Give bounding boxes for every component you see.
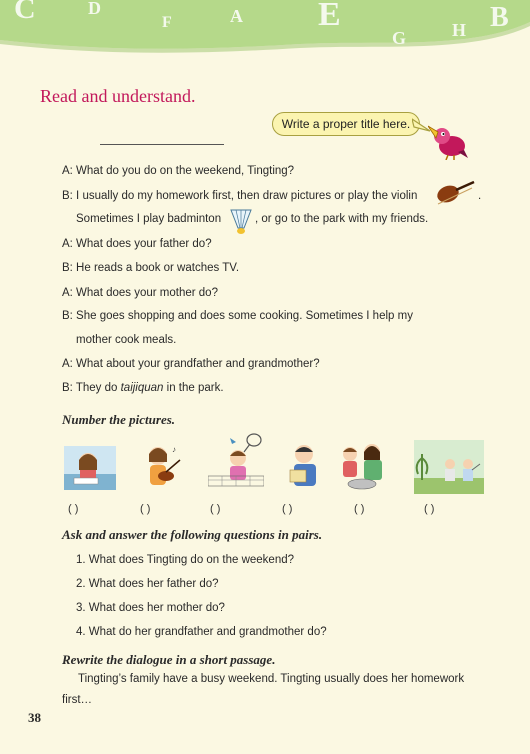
svg-text:♪: ♪ [172, 445, 176, 454]
girl-playing-badminton-picture [208, 432, 264, 494]
number-pictures-heading: Number the pictures. [62, 412, 176, 427]
answer-blank[interactable]: ( ) [354, 503, 365, 515]
dialogue-italic-term: taijiquan [120, 382, 164, 394]
dialogue-line: A: What do you do on the weekend, Tingting? [62, 165, 295, 177]
question-item: 3. What does her mother do? [76, 602, 225, 614]
dialogue-line: B: He reads a book or watches TV. [62, 262, 240, 274]
dialogue-line: A: What about your grandfather and grandmother? [62, 358, 320, 370]
ask-answer-heading: Ask and answer the following questions in pairs. [62, 527, 323, 542]
rewrite-heading: Rewrite the dialogue in a short passage. [62, 652, 276, 667]
question-item: 4. What do her grandfather and grandmother do? [76, 626, 327, 638]
passage-line: Tingting’s family have a busy weekend. Tingting usually does her homework [78, 673, 465, 685]
header-letter: H [452, 20, 467, 40]
passage-line: first… [62, 694, 93, 706]
girl-doing-homework-picture [64, 440, 116, 494]
dialogue-line: . [478, 190, 482, 202]
question-item: 2. What does her father do? [76, 578, 219, 590]
dialogue-line: A: What does your mother do? [62, 287, 218, 299]
girl-playing-violin-picture [140, 440, 182, 494]
dialogue-line: B: She goes shopping and does some cooking. Sometimes I help my [62, 310, 413, 322]
dialogue-line: Sometimes I play badminton [76, 213, 222, 225]
answer-blank[interactable]: ( ) [140, 503, 151, 515]
header-letter: C [14, 0, 36, 25]
mother-and-girl-cooking-picture [336, 440, 388, 494]
page-number: 38 [28, 710, 41, 725]
header-letter: A [230, 6, 243, 26]
grandparents-in-park-picture [414, 440, 484, 494]
title-answer-line[interactable] [100, 144, 224, 145]
header-band [0, 0, 530, 60]
dialogue-line: B: I usually do my homework first, then draw pictures or play the violin [62, 190, 418, 202]
toucan-bird-icon [428, 122, 472, 160]
header-letter: F [162, 14, 172, 31]
header-letter: E [318, 0, 341, 33]
dialogue-line: A: What does your father do? [62, 238, 212, 250]
dialogue-text: in the park. [166, 382, 224, 394]
header-letter: B [490, 2, 509, 33]
dialogue-line: , or go to the park with my friends. [255, 213, 429, 225]
shuttlecock-icon [228, 206, 254, 236]
answer-blank[interactable]: ( ) [282, 503, 293, 515]
section-title: Read and understand. [40, 86, 196, 106]
answer-blank[interactable]: ( ) [210, 503, 221, 515]
dialogue-text: B: They do [62, 382, 118, 394]
question-item: 1. What does Tingting do on the weekend? [76, 554, 295, 566]
answer-blank[interactable]: ( ) [68, 503, 79, 515]
title-prompt-bubble: Write a proper title here. [272, 112, 420, 136]
dialogue-line: mother cook meals. [76, 334, 177, 346]
header-letter: G [392, 28, 407, 48]
violin-icon [434, 180, 476, 206]
answer-blank[interactable]: ( ) [424, 503, 435, 515]
dialogue-line [62, 382, 224, 394]
header-letter: D [88, 0, 101, 18]
father-reading-picture [286, 440, 322, 494]
